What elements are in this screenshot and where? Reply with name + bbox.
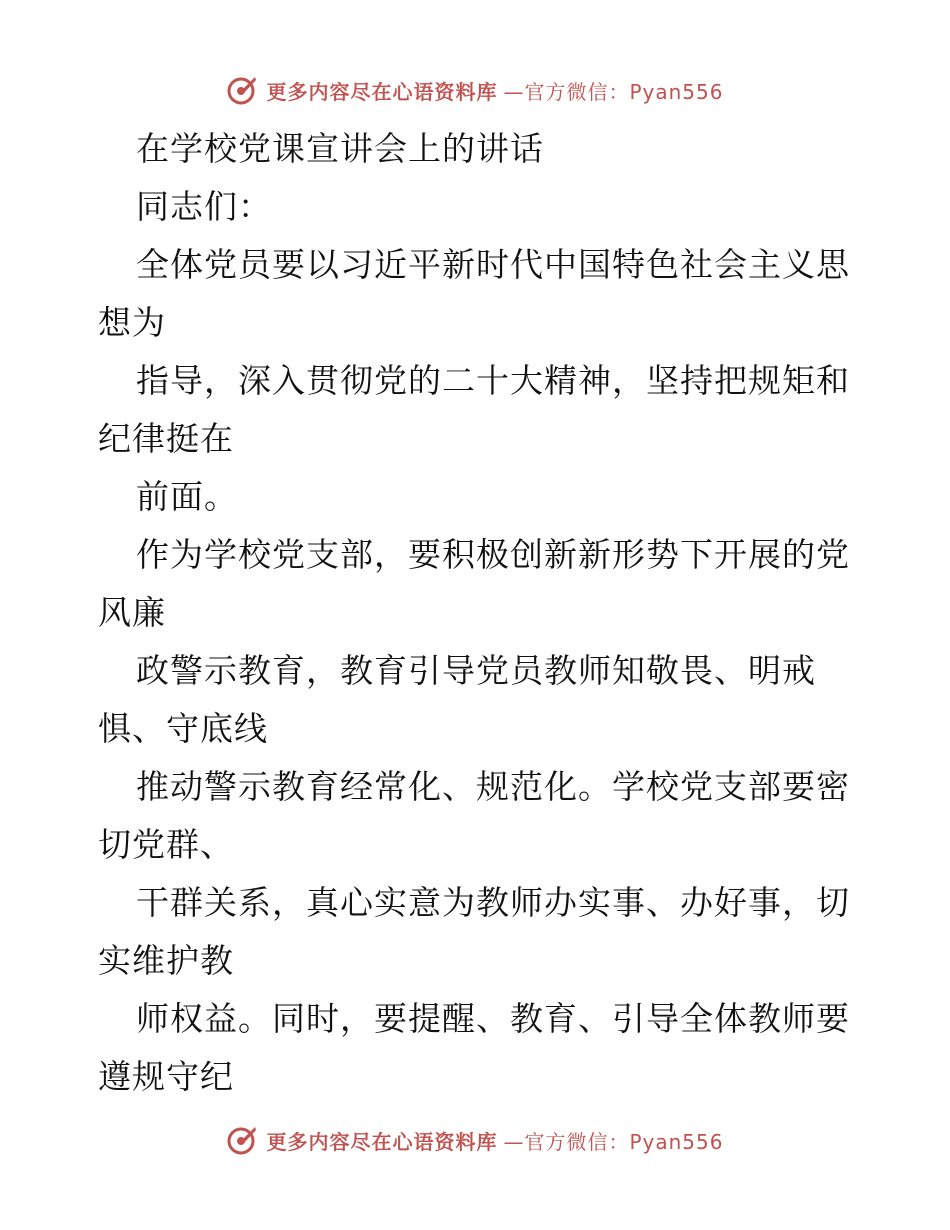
- header-contact-text: —官方微信：Pyan556: [503, 79, 724, 104]
- text-line: 惧、守底线: [98, 709, 268, 748]
- text-line: 指导，深入贯彻党的二十大精神，坚持把规矩和: [136, 361, 850, 400]
- text-line: 风廉: [98, 593, 166, 632]
- text-line: 全体党员要以习近平新时代中国特色社会主义思: [136, 245, 850, 284]
- footer-banner: [0, 1120, 950, 1160]
- text-line: 干群关系，真心实意为教师办实事、办好事，切: [136, 883, 850, 922]
- text-line: 推动警示教育经常化、规范化。学校党支部要密: [136, 767, 850, 806]
- quill-logo-icon: [226, 1124, 258, 1156]
- text-line: 师权益。同时，要提醒、教育、引导全体教师要: [136, 999, 850, 1038]
- footer-brand-text: 更多内容尽在心语资料库: [266, 1129, 498, 1154]
- header-banner: [0, 70, 950, 110]
- text-line: 同志们：: [136, 187, 272, 226]
- text-line: 政警示教育，教育引导党员教师知敬畏、明戒: [136, 651, 816, 690]
- text-line: 在学校党课宣讲会上的讲话: [136, 129, 544, 168]
- footer-contact-text: —官方微信：Pyan556: [503, 1129, 724, 1154]
- quill-logo-icon: [226, 74, 258, 106]
- text-line: 实维护教: [98, 941, 234, 980]
- text-line: 纪律挺在: [98, 419, 234, 458]
- document-body: [98, 120, 858, 1106]
- text-line: 想为: [98, 303, 166, 342]
- text-line: 遵规守纪: [98, 1057, 234, 1096]
- text-line: 切党群、: [98, 825, 234, 864]
- text-line: 前面。: [136, 477, 238, 516]
- header-brand-text: 更多内容尽在心语资料库: [266, 79, 498, 104]
- text-line: 作为学校党支部，要积极创新新形势下开展的党: [136, 535, 850, 574]
